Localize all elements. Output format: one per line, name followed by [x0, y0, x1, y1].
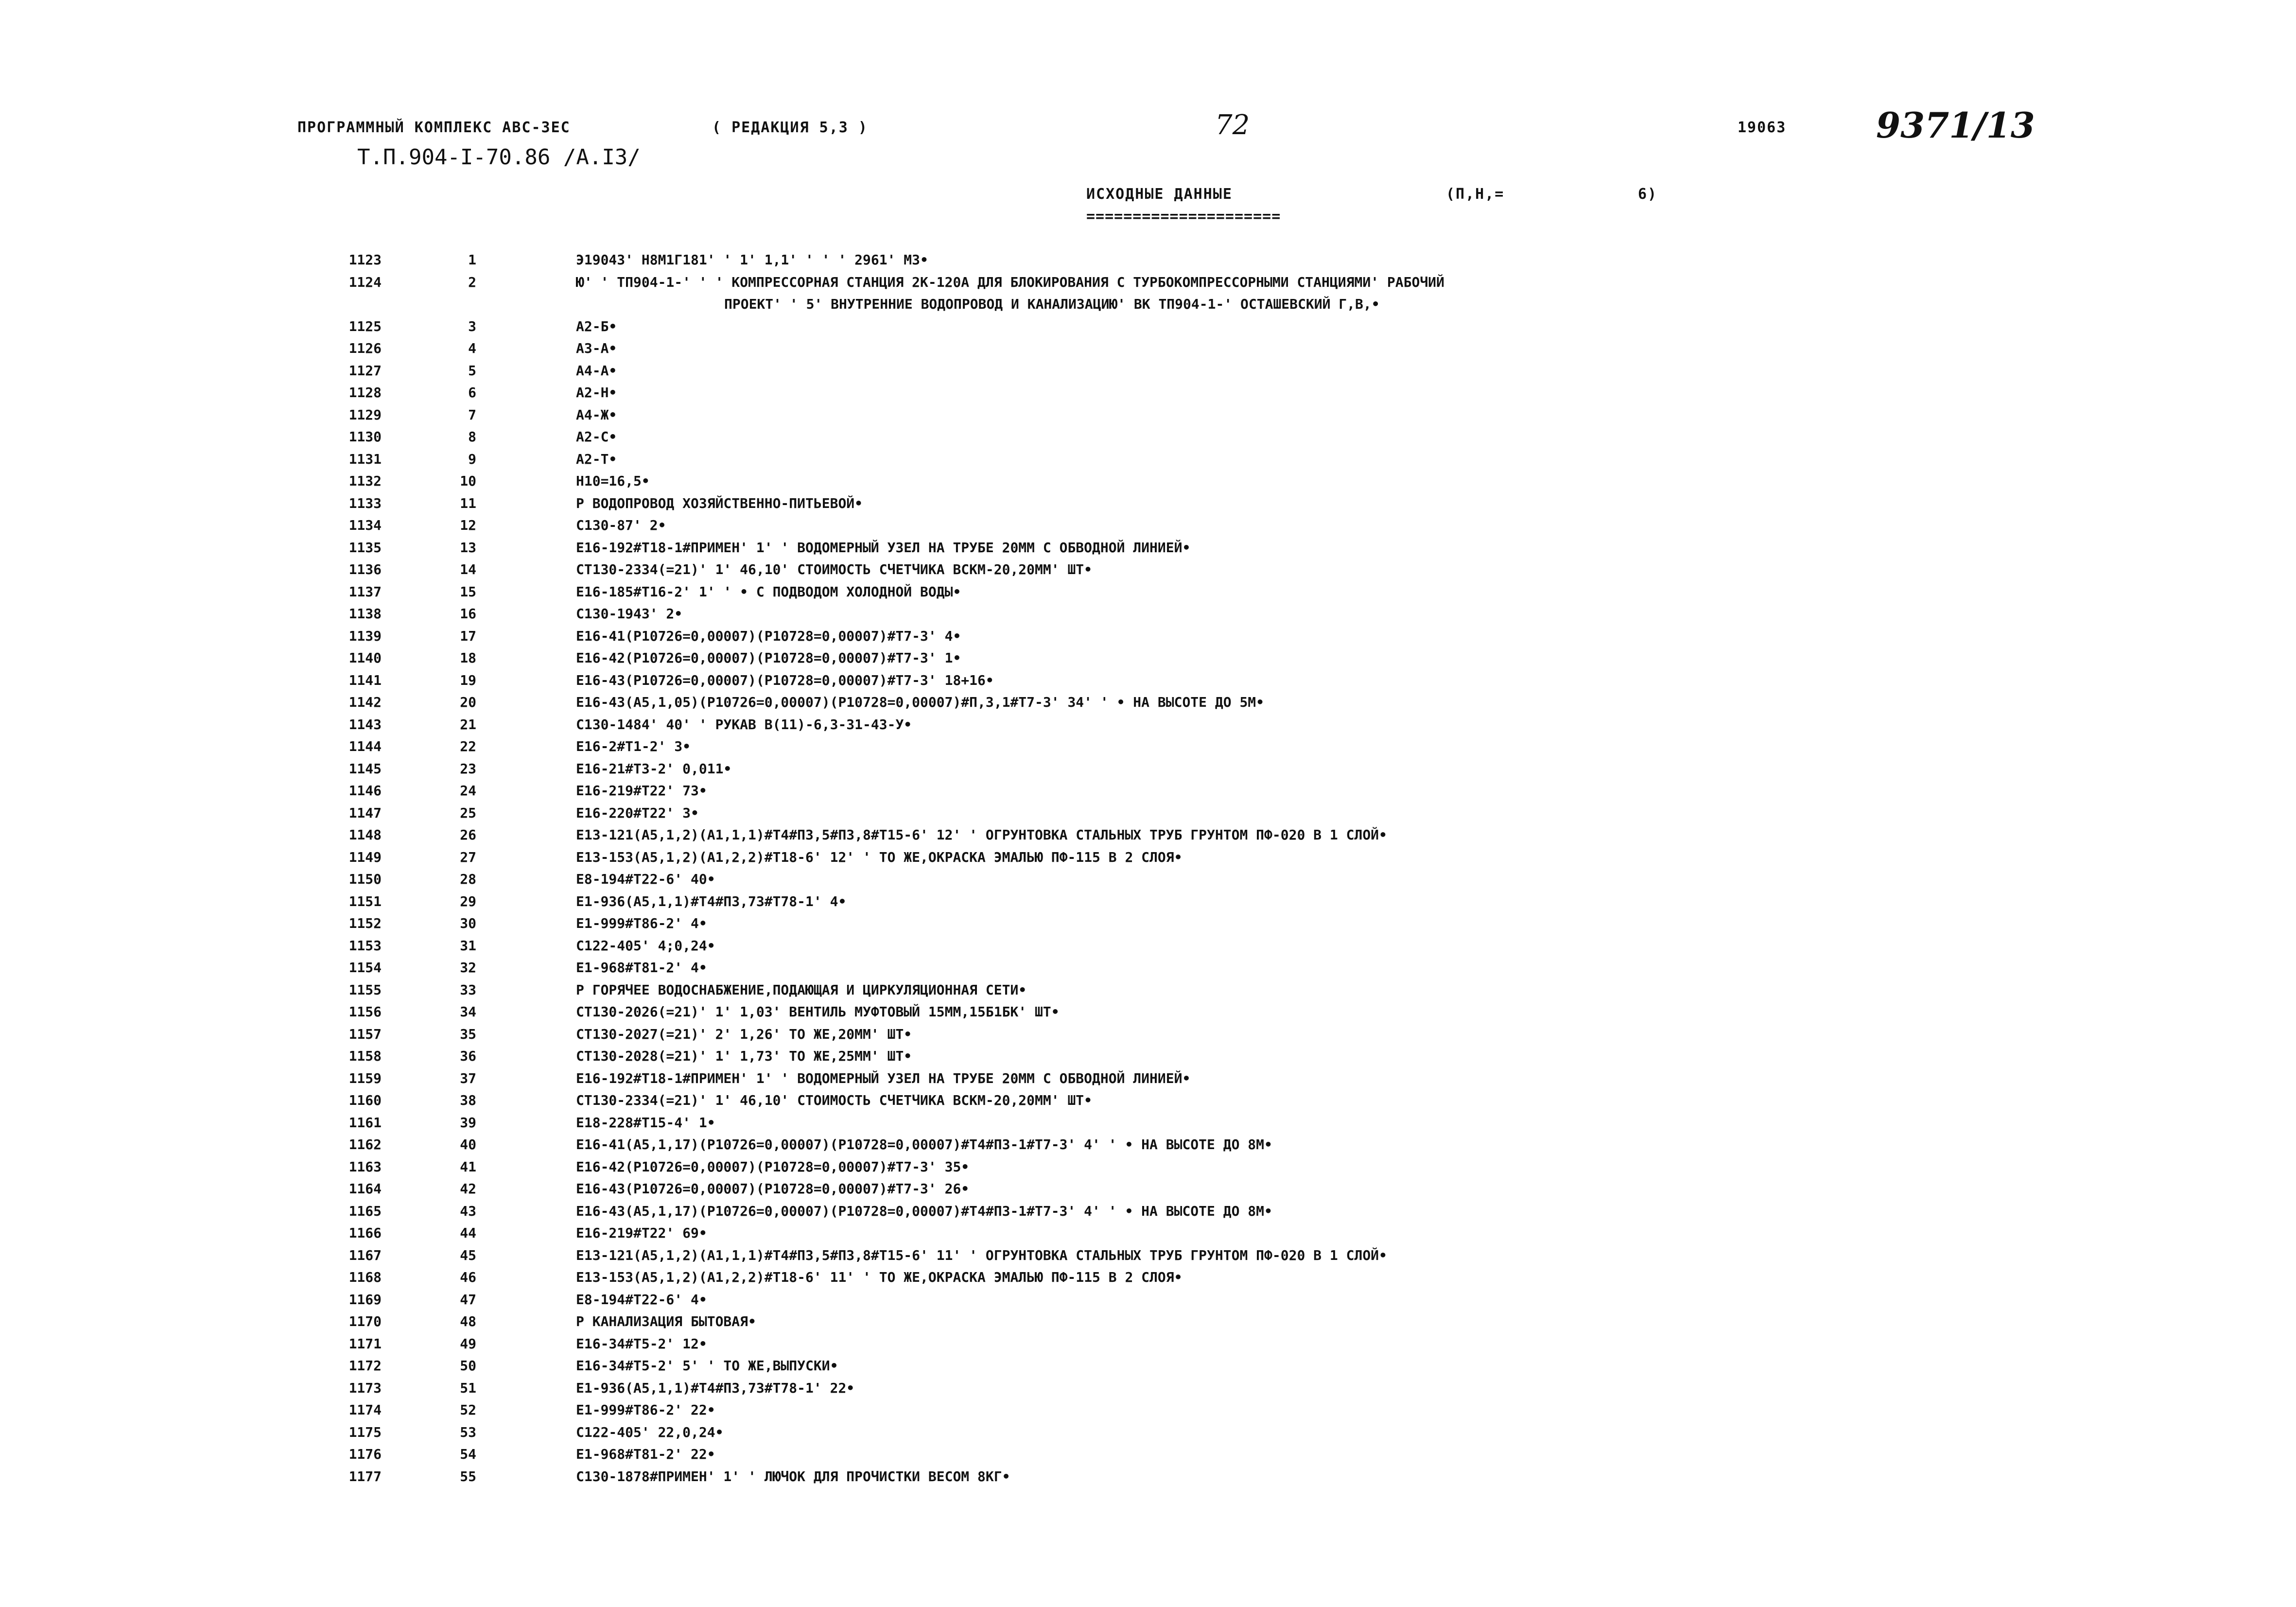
statement-text: С122-405' 22,0,24•	[576, 1424, 724, 1440]
listing-row	[0, 625, 2296, 647]
statement-index: 31	[460, 937, 476, 954]
line-number: 1140	[348, 650, 382, 666]
listing-row	[0, 1200, 2296, 1222]
line-number: 1137	[348, 583, 382, 600]
listing-row	[0, 912, 2296, 934]
line-number: 1160	[348, 1092, 382, 1108]
listing-row	[0, 1156, 2296, 1178]
line-number: 1164	[348, 1181, 382, 1197]
line-number: 1138	[348, 606, 382, 622]
line-number: 1150	[348, 871, 382, 887]
statement-text: ПРОЕКТ' ' 5' ВНУТРЕННИЕ ВОДОПРОВОД И КАНАЛИЗАЦИЮ' ВК ТП904-1-' ОСТАШЕВСКИЙ Г,В,•	[724, 296, 1380, 312]
statement-index: 1	[468, 252, 476, 268]
line-number: 1173	[348, 1380, 382, 1396]
statement-index: 29	[460, 893, 476, 909]
document-mark: 9371/13	[1876, 105, 2035, 146]
listing-row	[0, 1222, 2296, 1244]
listing-row	[0, 780, 2296, 802]
statement-text: Р ВОДОПРОВОД ХОЗЯЙСТВЕННО-ПИТЬЕВОЙ•	[576, 495, 863, 511]
line-number: 1144	[348, 738, 382, 754]
listing-row	[0, 1089, 2296, 1111]
statement-text: Е16-43(А5,1,05)(Р10726=0,00007)(Р10728=0,00007)#П,3,1#Т7-3' 34' ' • НА ВЫСОТЕ ДО 5М•	[576, 694, 1265, 710]
line-number: 1139	[348, 628, 382, 644]
line-number: 1161	[348, 1114, 382, 1131]
line-number: 1156	[348, 1004, 382, 1020]
statement-index: 54	[460, 1446, 476, 1462]
line-number: 1174	[348, 1402, 382, 1418]
line-number: 1167	[348, 1247, 382, 1263]
statement-index: 38	[460, 1092, 476, 1108]
statement-index: 22	[460, 738, 476, 754]
statement-index: 45	[460, 1247, 476, 1263]
statement-text: Е8-194#Т22-6' 4•	[576, 1291, 707, 1308]
listing-row	[0, 1377, 2296, 1399]
statement-text: Е1-999#Т86-2' 22•	[576, 1402, 715, 1418]
statement-text: Е16-41(А5,1,17)(Р10726=0,00007)(Р10728=0,00007)#Т4#П3-1#Т7-3' 4' ' • НА ВЫСОТЕ ДО 8М•	[576, 1136, 1272, 1153]
statement-text: СТ130-2026(=21)' 1' 1,03' ВЕНТИЛЬ МУФТОВЫЙ 15ММ,15Б1БК' ШТ•	[576, 1004, 1060, 1020]
statement-index: 24	[460, 783, 476, 799]
listing-row	[0, 271, 2296, 293]
listing-row	[0, 581, 2296, 603]
statement-index: 14	[460, 561, 476, 577]
line-number: 1136	[348, 561, 382, 577]
listing-row	[0, 1134, 2296, 1155]
page-number: 72	[1215, 109, 1250, 141]
line-number: 1131	[348, 451, 382, 467]
statement-text: Е1-936(А5,1,1)#Т4#П3,73#Т78-1' 4•	[576, 893, 847, 909]
listing-row	[0, 1399, 2296, 1421]
line-number: 1171	[348, 1335, 382, 1352]
line-number: 1135	[348, 539, 382, 556]
statement-index: 21	[460, 716, 476, 733]
statement-text: А2-Т•	[576, 451, 617, 467]
statement-text: Е16-34#Т5-2' 5' ' ТО ЖЕ,ВЫПУСКИ•	[576, 1358, 838, 1374]
statement-index: 41	[460, 1158, 476, 1175]
statement-index: 2	[468, 274, 476, 290]
statement-index: 9	[468, 451, 476, 467]
statement-text: Е16-34#Т5-2' 12•	[576, 1335, 707, 1352]
listing-row	[0, 868, 2296, 890]
line-number: 1149	[348, 849, 382, 865]
listing-row	[0, 1023, 2296, 1045]
line-number: 1153	[348, 937, 382, 954]
listing-row	[0, 337, 2296, 359]
section-params: (П,Н,=	[1446, 186, 1505, 203]
listing-row	[0, 404, 2296, 426]
statement-text: Е16-2#Т1-2' 3•	[576, 738, 691, 754]
statement-index: 19	[460, 672, 476, 688]
statement-text: Е1-968#Т81-2' 4•	[576, 960, 707, 976]
statement-text: А4-А•	[576, 362, 617, 379]
statement-index: 16	[460, 606, 476, 622]
line-number: 1151	[348, 893, 382, 909]
line-number: 1175	[348, 1424, 382, 1440]
statement-text: А2-Б•	[576, 318, 617, 334]
listing-row	[0, 537, 2296, 559]
line-number: 1141	[348, 672, 382, 688]
statement-text: СТ130-2027(=21)' 2' 1,26' ТО ЖЕ,20ММ' ШТ•	[576, 1026, 912, 1042]
listing-row	[0, 1333, 2296, 1355]
statement-index: 55	[460, 1468, 476, 1485]
statement-index: 46	[460, 1269, 476, 1285]
statement-text: Ю' ' ТП904-1-' ' ' КОМПРЕССОРНАЯ СТАНЦИЯ 2К-120А ДЛЯ БЛОКИРОВАНИЯ С ТУРБОКОМПРЕССОРНЫМИ СТАНЦИЯМИ' РАБОЧИЙ	[576, 274, 1444, 290]
statement-text: Р КАНАЛИЗАЦИЯ БЫТОВАЯ•	[576, 1313, 756, 1329]
listing-row	[0, 758, 2296, 780]
statement-index: 7	[468, 406, 476, 423]
listing-row	[0, 1045, 2296, 1067]
listing-row	[0, 824, 2296, 846]
statement-text: Е16-192#Т18-1#ПРИМЕН' 1' ' ВОДОМЕРНЫЙ УЗЕЛ НА ТРУБЕ 20ММ С ОБВОДНОЙ ЛИНИЕЙ•	[576, 1070, 1191, 1086]
statement-text: Е1-936(А5,1,1)#Т4#П3,73#Т78-1' 22•	[576, 1380, 855, 1396]
listing-row	[0, 691, 2296, 713]
statement-index: 4	[468, 340, 476, 356]
statement-index: 5	[468, 362, 476, 379]
listing-row	[0, 360, 2296, 382]
listing-row	[0, 735, 2296, 757]
statement-index: 47	[460, 1291, 476, 1308]
line-number: 1128	[348, 384, 382, 401]
statement-index: 10	[460, 473, 476, 489]
statement-text: СТ130-2334(=21)' 1' 46,10' СТОИМОСТЬ СЧЕТЧИКА ВСКМ-20,20ММ' ШТ•	[576, 1092, 1093, 1108]
statement-index: 28	[460, 871, 476, 887]
statement-text: Е16-185#Т16-2' 1' ' • С ПОДВОДОМ ХОЛОДНОЙ ВОДЫ•	[576, 583, 961, 600]
statement-text: Р ГОРЯЧЕЕ ВОДОСНАБЖЕНИЕ,ПОДАЮЩАЯ И ЦИРКУЛЯЦИОННАЯ СЕТИ•	[576, 981, 1027, 998]
line-number: 1143	[348, 716, 382, 733]
project-reference: Т.П.904-I-70.86 /А.I3/	[357, 145, 641, 170]
listing-row	[0, 1266, 2296, 1288]
listing-row	[0, 802, 2296, 824]
listing-row	[0, 1466, 2296, 1487]
statement-text: А4-Ж•	[576, 406, 617, 423]
statement-index: 35	[460, 1026, 476, 1042]
statement-index: 30	[460, 915, 476, 931]
listing-row	[0, 382, 2296, 403]
edition-label: ( РЕДАКЦИЯ 5,3 )	[712, 119, 868, 136]
statement-index: 23	[460, 760, 476, 777]
statement-index: 27	[460, 849, 476, 865]
line-number: 1159	[348, 1070, 382, 1086]
listing-row	[0, 559, 2296, 580]
line-number: 1169	[348, 1291, 382, 1308]
statement-text: СТ130-2028(=21)' 1' 1,73' ТО ЖЕ,25ММ' ШТ•	[576, 1048, 912, 1064]
line-number: 1170	[348, 1313, 382, 1329]
statement-index: 51	[460, 1380, 476, 1396]
statement-text: Е16-21#Т3-2' 0,011•	[576, 760, 732, 777]
statement-text: Е1-999#Т86-2' 4•	[576, 915, 707, 931]
listing-row	[0, 979, 2296, 1001]
listing-row	[0, 669, 2296, 691]
line-number: 1134	[348, 517, 382, 533]
statement-text: Е1-968#Т81-2' 22•	[576, 1446, 715, 1462]
statement-index: 12	[460, 517, 476, 533]
line-number: 1165	[348, 1203, 382, 1219]
listing-row	[0, 514, 2296, 536]
statement-text: С130-1943' 2•	[576, 606, 683, 622]
statement-text: А2-Н•	[576, 384, 617, 401]
listing-row-continuation	[0, 293, 2296, 315]
statement-text: Е16-42(Р10726=0,00007)(Р10728=0,00007)#Т7-3' 1•	[576, 650, 961, 666]
statement-index: 49	[460, 1335, 476, 1352]
line-number: 1163	[348, 1158, 382, 1175]
listing-row	[0, 714, 2296, 735]
listing-row	[0, 492, 2296, 514]
line-number: 1166	[348, 1225, 382, 1241]
statement-text: Н10=16,5•	[576, 473, 650, 489]
statement-text: С122-405' 4;0,24•	[576, 937, 715, 954]
line-number: 1157	[348, 1026, 382, 1042]
statement-index: 50	[460, 1358, 476, 1374]
listing-row	[0, 1112, 2296, 1134]
statement-index: 39	[460, 1114, 476, 1131]
section-title: ИСХОДНЫЕ ДАННЫЕ	[1086, 186, 1233, 203]
listing-row	[0, 249, 2296, 271]
listing-row	[0, 426, 2296, 448]
statement-text: Е16-219#Т22' 73•	[576, 783, 707, 799]
statement-text: Е16-41(Р10726=0,00007)(Р10728=0,00007)#Т7-3' 4•	[576, 628, 961, 644]
statement-index: 52	[460, 1402, 476, 1418]
statement-index: 13	[460, 539, 476, 556]
statement-text: Е16-220#Т22' 3•	[576, 804, 699, 821]
listing-row	[0, 891, 2296, 912]
statement-index: 40	[460, 1136, 476, 1153]
listing-row	[0, 1421, 2296, 1443]
line-number: 1148	[348, 827, 382, 843]
statement-index: 20	[460, 694, 476, 710]
listing-row	[0, 603, 2296, 625]
line-number: 1152	[348, 915, 382, 931]
statement-text: С130-1878#ПРИМЕН' 1' ' ЛЮЧОК ДЛЯ ПРОЧИСТКИ ВЕСОМ 8КГ•	[576, 1468, 1010, 1485]
statement-index: 3	[468, 318, 476, 334]
listing-row	[0, 1067, 2296, 1089]
statement-text: Е13-153(А5,1,2)(А1,2,2)#Т18-6' 12' ' ТО ЖЕ,ОКРАСКА ЭМАЛЬЮ ПФ-115 В 2 СЛОЯ•	[576, 849, 1183, 865]
line-number: 1123	[348, 252, 382, 268]
statement-text: Е18-228#Т15-4' 1•	[576, 1114, 715, 1131]
statement-index: 34	[460, 1004, 476, 1020]
statement-text: Е16-42(Р10726=0,00007)(Р10728=0,00007)#Т7-3' 35•	[576, 1158, 970, 1175]
statement-index: 36	[460, 1048, 476, 1064]
line-number: 1176	[348, 1446, 382, 1462]
statement-index: 32	[460, 960, 476, 976]
line-number: 1133	[348, 495, 382, 511]
line-number: 1132	[348, 473, 382, 489]
listing-row	[0, 846, 2296, 868]
statement-text: А2-С•	[576, 429, 617, 445]
line-number: 1145	[348, 760, 382, 777]
line-number: 1125	[348, 318, 382, 334]
line-number: 1129	[348, 406, 382, 423]
statement-index: 17	[460, 628, 476, 644]
line-number: 1162	[348, 1136, 382, 1153]
line-number: 1172	[348, 1358, 382, 1374]
statement-index: 53	[460, 1424, 476, 1440]
line-number: 1127	[348, 362, 382, 379]
statement-text: Е16-43(Р10726=0,00007)(Р10728=0,00007)#Т7-3' 26•	[576, 1181, 970, 1197]
statement-text: Е16-43(А5,1,17)(Р10726=0,00007)(Р10728=0,00007)#Т4#П3-1#Т7-3' 4' ' • НА ВЫСОТЕ ДО 8М•	[576, 1203, 1272, 1219]
listing-row	[0, 647, 2296, 669]
line-number: 1155	[348, 981, 382, 998]
statement-index: 44	[460, 1225, 476, 1241]
statement-index: 43	[460, 1203, 476, 1219]
statement-index: 8	[468, 429, 476, 445]
statement-index: 26	[460, 827, 476, 843]
line-number: 1146	[348, 783, 382, 799]
listing-row	[0, 470, 2296, 492]
listing-row	[0, 448, 2296, 470]
section-underline: =====================	[1086, 208, 1281, 225]
listing-row	[0, 1443, 2296, 1465]
statement-text: С130-87' 2•	[576, 517, 666, 533]
statement-text: Е16-192#Т18-1#ПРИМЕН' 1' ' ВОДОМЕРНЫЙ УЗЕЛ НА ТРУБЕ 20ММ С ОБВОДНОЙ ЛИНИЕЙ•	[576, 539, 1191, 556]
listing-row	[0, 1244, 2296, 1266]
statement-index: 11	[460, 495, 476, 511]
statement-text: Е8-194#Т22-6' 40•	[576, 871, 715, 887]
listing-row	[0, 1178, 2296, 1200]
statement-index: 6	[468, 384, 476, 401]
statement-index: 33	[460, 981, 476, 998]
line-number: 1158	[348, 1048, 382, 1064]
listing-row	[0, 1310, 2296, 1332]
section-params-value: 6)	[1638, 186, 1658, 203]
line-number: 1154	[348, 960, 382, 976]
line-number: 1147	[348, 804, 382, 821]
statement-text: С130-1484' 40' ' РУКАВ В(11)-6,3-31-43-У•	[576, 716, 912, 733]
statement-index: 15	[460, 583, 476, 600]
statement-text: Е16-43(Р10726=0,00007)(Р10728=0,00007)#Т7-3' 18+16•	[576, 672, 994, 688]
line-number: 1130	[348, 429, 382, 445]
document-code: 19063	[1738, 119, 1787, 136]
line-number: 1177	[348, 1468, 382, 1485]
statement-text: А3-А•	[576, 340, 617, 356]
line-number: 1124	[348, 274, 382, 290]
line-number: 1126	[348, 340, 382, 356]
listing-row	[0, 957, 2296, 978]
listing-row	[0, 1001, 2296, 1023]
statement-text: Е13-153(А5,1,2)(А1,2,2)#Т18-6' 11' ' ТО ЖЕ,ОКРАСКА ЭМАЛЬЮ ПФ-115 В 2 СЛОЯ•	[576, 1269, 1183, 1285]
listing-row	[0, 1355, 2296, 1377]
statement-text: Е13-121(А5,1,2)(А1,1,1)#Т4#П3,5#П3,8#Т15-6' 12' ' ОГРУНТОВКА СТАЛЬНЫХ ТРУБ ГРУНТОМ ПФ-020 В 1 СЛОЙ•	[576, 827, 1387, 843]
statement-index: 42	[460, 1181, 476, 1197]
statement-text: Е13-121(А5,1,2)(А1,1,1)#Т4#П3,5#П3,8#Т15-6' 11' ' ОГРУНТОВКА СТАЛЬНЫХ ТРУБ ГРУНТОМ ПФ-020 В 1 СЛОЙ•	[576, 1247, 1387, 1263]
listing-row	[0, 1289, 2296, 1310]
program-title: ПРОГРАММНЫЙ КОМПЛЕКС АВС-ЗЕС	[297, 119, 571, 136]
listing-row	[0, 935, 2296, 957]
statement-index: 37	[460, 1070, 476, 1086]
statement-text: Е16-219#Т22' 69•	[576, 1225, 707, 1241]
statement-text: Э19043' Н8М1Г181' ' 1' 1,1' ' ' ' 2961' МЗ•	[576, 252, 928, 268]
listing-row	[0, 315, 2296, 337]
statement-index: 48	[460, 1313, 476, 1329]
statement-text: СТ130-2334(=21)' 1' 46,10' СТОИМОСТЬ СЧЕТЧИКА ВСКМ-20,20ММ' ШТ•	[576, 561, 1093, 577]
statement-index: 25	[460, 804, 476, 821]
statement-index: 18	[460, 650, 476, 666]
line-number: 1168	[348, 1269, 382, 1285]
line-number: 1142	[348, 694, 382, 710]
